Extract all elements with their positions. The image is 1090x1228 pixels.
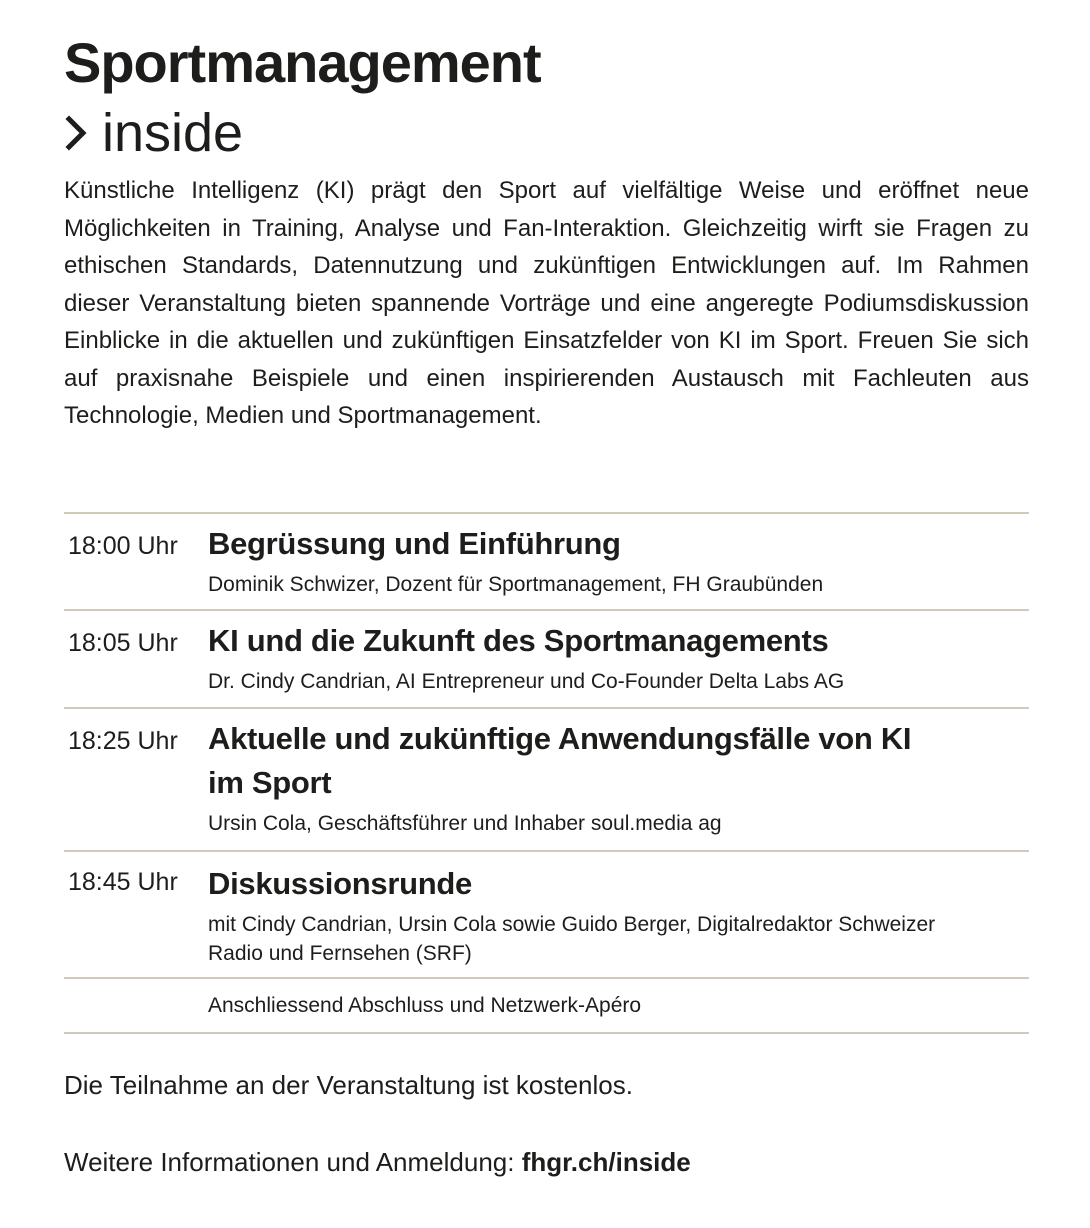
info-link[interactable]: fhgr.ch/inside: [521, 1147, 691, 1177]
speaker-info-continued: Radio und Fernsehen (SRF): [208, 942, 472, 965]
schedule-content: [208, 619, 1028, 697]
info-label: Weitere Informationen und Anmeldung:: [64, 1147, 522, 1177]
info-line: [64, 1147, 691, 1178]
page-title: Sportmanagement: [64, 31, 541, 94]
schedule-row: [64, 979, 1029, 1034]
talk-title-continued: im Sport: [208, 765, 332, 800]
page-subtitle: [64, 100, 243, 166]
speaker-info: Dominik Schwizer, Dozent für Sportmanagement, FH Graubünden: [208, 573, 824, 596]
schedule-table: [64, 512, 1029, 1034]
intro-paragraph: Künstliche Intelligenz (KI) prägt den Sport auf vielfältige Weise und eröffnet neue Möglichkeiten in Training, Analyse und Fan-Interaktion. Gleichzeitig wirft sie Fragen zu ethischen Standards, Datennutzung und zukünftigen Entwicklungen auf. Im Rahmen dieser Veranstaltung bieten spannende Vorträge und eine angeregte Podiumsdiskussion Einblicke in die aktuellen und zukünftigen Einsatzfelder von KI im Sport. Freuen Sie sich auf praxisnahe Beispiele und einen inspirierenden Austausch mit Fachleuten aus Technologie, Medien und Sportmanagement.: [64, 177, 1029, 429]
schedule-row: [64, 514, 1029, 611]
schedule-content: [208, 522, 1028, 600]
speaker-info: mit Cindy Candrian, Ursin Cola sowie Guido Berger, Digitalredaktor Schweizer: [208, 913, 936, 936]
schedule-time: 18:25 Uhr: [68, 727, 178, 755]
talk-title: Aktuelle und zukünftige Anwendungsfälle von KI: [208, 721, 912, 756]
talk-title: KI und die Zukunft des Sportmanagements: [208, 623, 829, 658]
schedule-content: [208, 991, 1028, 1021]
schedule-row: [64, 611, 1029, 709]
schedule-time: 18:05 Uhr: [68, 629, 178, 657]
talk-title: Diskussionsrunde: [208, 866, 472, 901]
schedule-time: 18:45 Uhr: [68, 868, 178, 896]
speaker-info: Dr. Cindy Candrian, AI Entrepreneur und Co-Founder Delta Labs AG: [208, 670, 845, 693]
schedule-row: [64, 852, 1029, 979]
closing-note: Anschliessend Abschluss und Netzwerk-Apéro: [208, 994, 642, 1017]
schedule-row: [64, 709, 1029, 852]
free-notice: Die Teilnahme an der Veranstaltung ist kostenlos.: [64, 1070, 633, 1100]
chevron-right-icon: [64, 113, 90, 153]
schedule-content: [208, 717, 1028, 839]
subtitle-text: inside: [102, 103, 244, 163]
speaker-info: Ursin Cola, Geschäftsführer und Inhaber soul.media ag: [208, 812, 722, 835]
schedule-content: [208, 862, 1028, 968]
schedule-time: 18:00 Uhr: [68, 532, 178, 560]
talk-title: Begrüssung und Einführung: [208, 526, 621, 561]
